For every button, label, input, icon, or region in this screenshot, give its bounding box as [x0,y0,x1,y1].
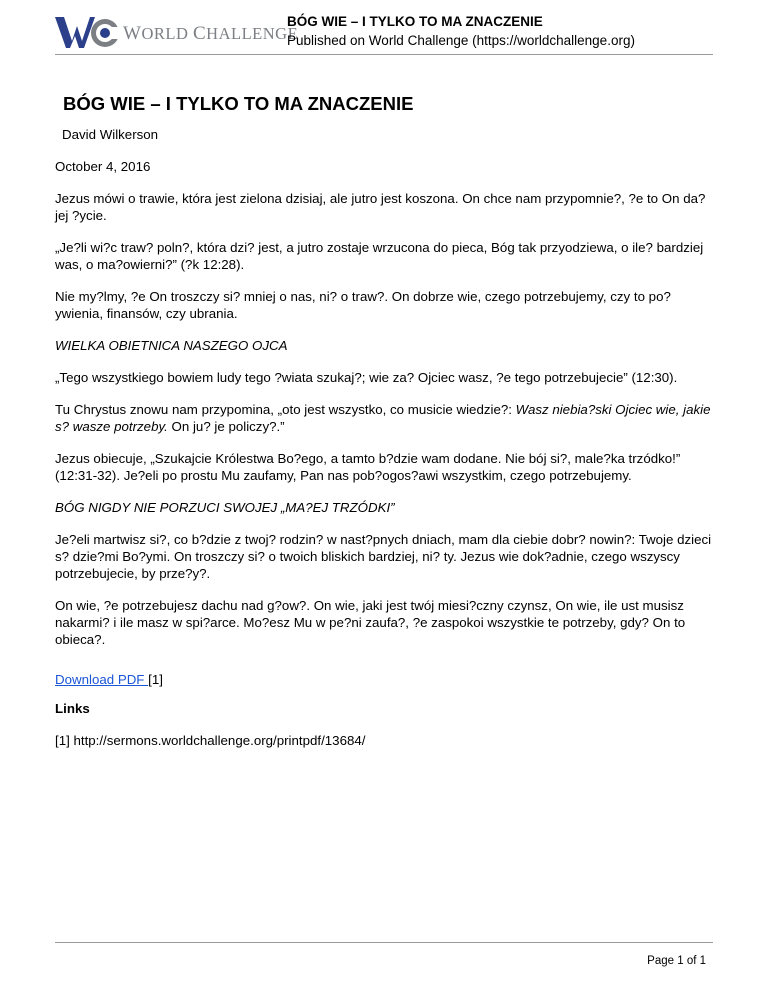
header-subtitle: Published on World Challenge (https://worldchallenge.org) [287,33,635,48]
logo-wordmark: WORLD CHALLENGE [123,23,299,44]
section-heading: BÓG NIGDY NIE PORZUCI SWOJEJ „MA?EJ TRZÓDKI” [55,500,395,515]
paragraph: Tu Chrystus znowu nam przypomina, „oto jest wszystko, co musicie wiedzie?: Wasz niebia?ski Ojciec wie, jakie s? wasze potrzeby. On ju? je policzy?.” [55,402,711,434]
page-number: Page 1 of 1 [647,955,706,967]
paragraph: Jezus obiecuje, „Szukajcie Królestwa Bo?ego, a tamto b?dzie wam dodane. Nie bój si?, male?ka trzódko!” (12:31-32). Je?eli po prostu Mu zaufamy, Pan nas pob?ogos?awi wszystkim, czego potrzebujemy. [55,451,681,483]
article-author: David Wilkerson [62,127,159,142]
article-body [55,126,715,764]
download-pdf-link[interactable]: Download PDF [55,672,149,687]
wc-logo-icon [55,14,121,50]
paragraph: Jezus mówi o trawie, która jest zielona dzisiaj, ale jutro jest koszona. On chce nam przypomnie?, ?e to On da? jej ?ycie. [55,191,706,223]
download-ref: [1] [148,672,163,687]
world-challenge-logo [55,14,299,50]
paragraph: Nie my?lmy, ?e On troszczy si? mniej o nas, ni? o traw?. On dobrze wie, czego potrzebujemy, czy to po?ywienia, finansów, czy ubrania. [55,289,671,321]
header-title: BÓG WIE – I TYLKO TO MA ZNACZENIE [287,14,543,29]
link-item: [1] http://sermons.worldchallenge.org/printpdf/13684/ [55,733,366,748]
paragraph: On wie, ?e potrzebujesz dachu nad g?ow?. On wie, jaki jest twój miesi?czny czynsz, On wie, ile ust musisz nakarmi? i ile masz w spi?arce. Mo?esz Mu w pe?ni zaufa?, ?e zaspokoi wszystkie te potrzeby, gdy? On to obieca?. [55,598,686,647]
header-divider [55,54,713,55]
paragraph: Je?eli martwisz si?, co b?dzie z twoj? rodzin? w nast?pnych dniach, mam dla ciebie dobr? nowin?: Twoje dzieci s? dzie?mi Bo?ymi. On troszczy si? o twoich bliskich bardziej, ni? ty. Jezus wie dok?adnie, czego wszyscy potrzebujecie, by prze?y?. [55,532,712,581]
section-heading: WIELKA OBIETNICA NASZEGO OJCA [55,338,288,353]
article-title: BÓG WIE – I TYLKO TO MA ZNACZENIE [63,93,414,114]
paragraph: „Tego wszystkiego bowiem ludy tego ?wiata szukaj?; wie za? Ojciec wasz, ?e tego potrzebujecie” (12:30). [55,370,678,385]
paragraph: „Je?li wi?c traw? poln?, która dzi? jest, a jutro zostaje wrzucona do pieca, Bóg tak przyodziewa, o ile? bardziej was, o ma?owierni?” (?k 12:28). [55,240,704,272]
download-row [55,671,715,688]
footer-divider [55,942,713,943]
article-date: October 4, 2016 [55,159,151,174]
links-heading: Links [55,701,90,716]
